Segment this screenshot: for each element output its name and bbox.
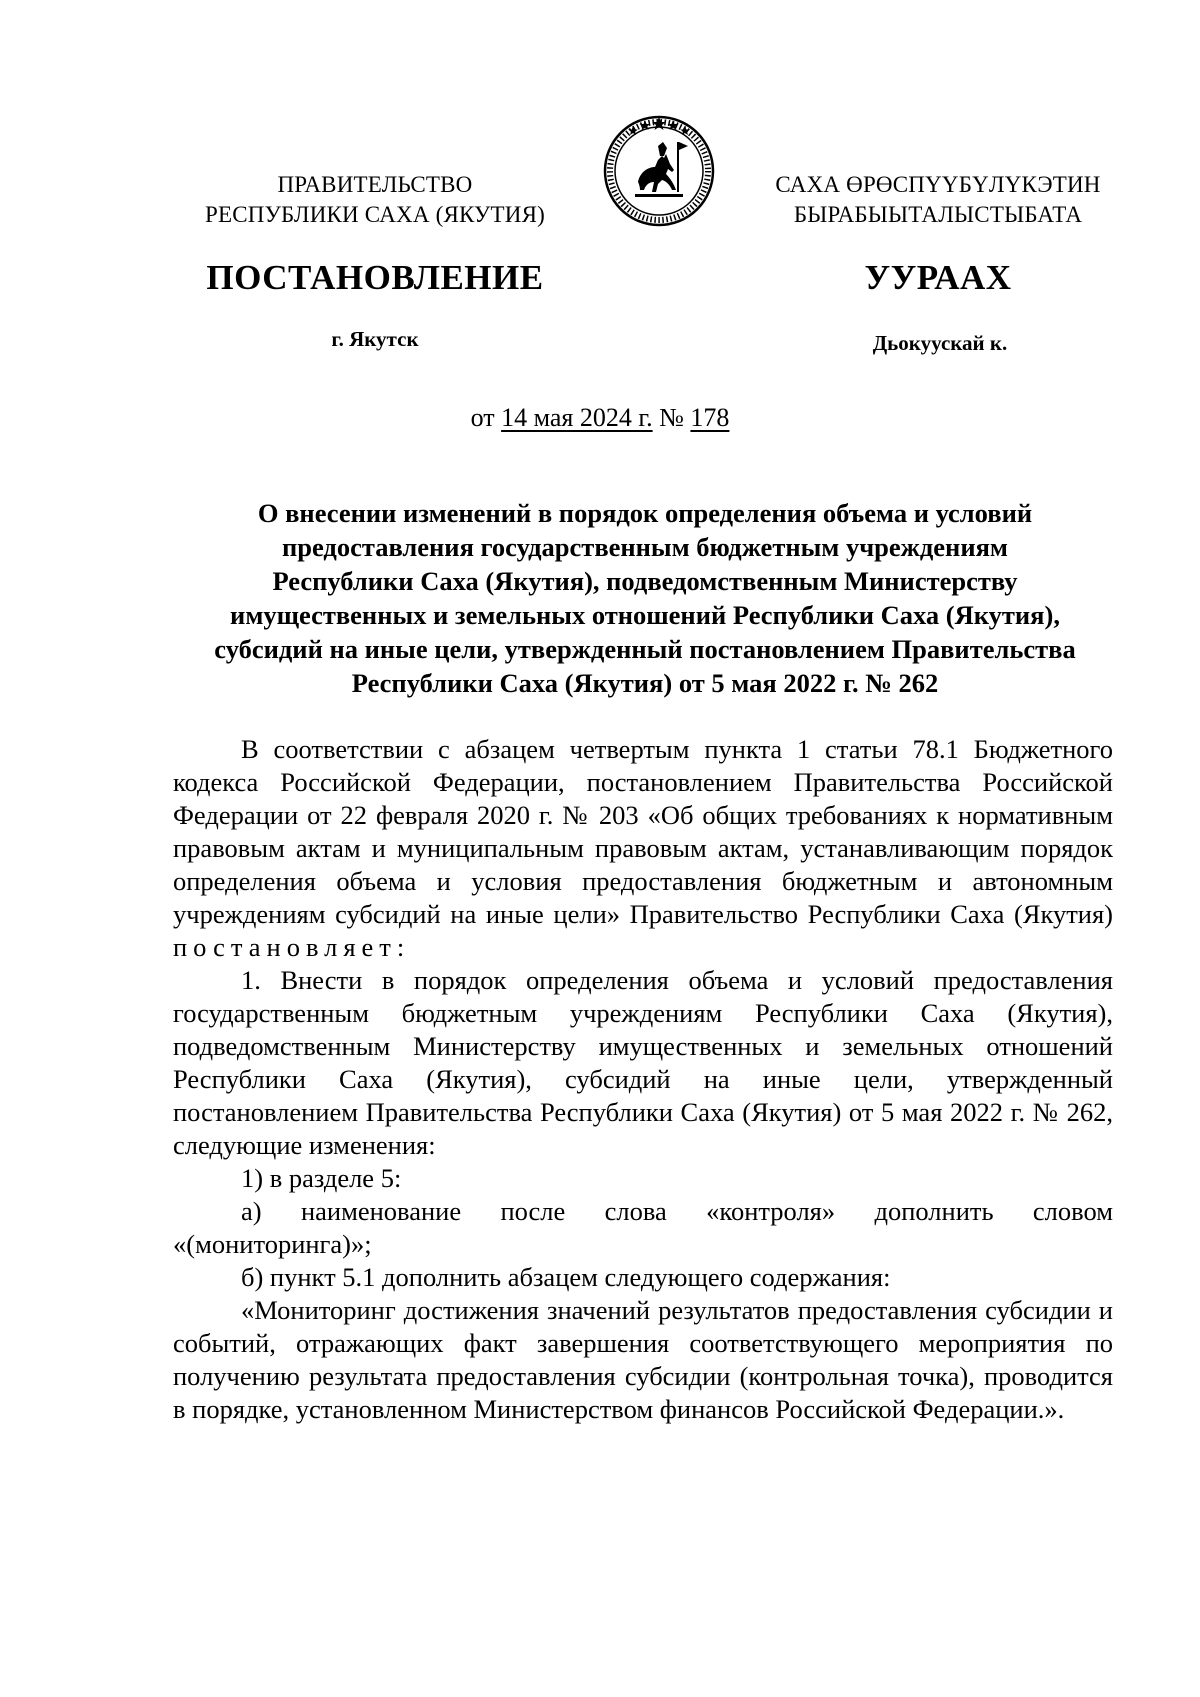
date-prefix: от	[470, 403, 502, 432]
header-right	[748, 170, 1128, 230]
subject-line: Республики Саха (Якутия) от 5 мая 2022 г. № 262	[351, 668, 939, 698]
header-left	[180, 170, 570, 230]
subject-line: Республики Саха (Якутия), подведомственным Министерству	[272, 566, 1018, 596]
body-paragraph-b: б) пункт 5.1 дополнить абзацем следующего содержания:	[241, 1262, 891, 1292]
doc-type-left: ПОСТАНОВЛЕНИЕ	[206, 258, 544, 297]
resolves-word: постановляет:	[173, 932, 411, 962]
number-label: №	[652, 403, 691, 432]
header-right-line2: БЫРАБЫЫТАЛЫСТЫБАТА	[793, 202, 1083, 227]
body-paragraph-1-1: 1) в разделе 5:	[241, 1163, 402, 1193]
subject-line: предоставления государственным бюджетным учреждениям	[282, 532, 1008, 562]
body-paragraph-quote: «Мониторинг достижения значений результатов предоставления субсидии и событий, отражающих факт завершения соответствующего мероприятия по получению результата предоставления субсидии (контрольная точка), проводится в порядке, установленном Министерством финансов Российской Федерации.».	[173, 1295, 1113, 1424]
subject-line: О внесении изменений в порядок определения объема и условий	[257, 498, 1033, 528]
coat-of-arms-emblem	[600, 112, 718, 230]
document-subject	[165, 496, 1125, 700]
doc-type-right: УУРААХ	[864, 258, 1012, 297]
preamble-text: В соответствии с абзацем четвертым пункта 1 статьи 78.1 Бюджетного кодекса Российской Федерации, постановлением Правительства Российской Федерации от 22 февраля 2020 г. № 203 «Об общих требованиях к нормативным правовым актам и муниципальным правовым актам, устанавливающим порядок определения объема и условия предоставления бюджетным и автономным учреждениям субсидий на иные цели» Правительство Республики Саха (Якутия)	[173, 734, 1113, 929]
emblem-icon	[600, 112, 718, 230]
subject-line: имущественных и земельных отношений Республики Саха (Якутия),	[230, 600, 1060, 630]
body-paragraph-a: а) наименование после слова «контроля» дополнить словом «(мониторинга)»;	[173, 1196, 1113, 1259]
header-left-line2: РЕСПУБЛИКИ САХА (ЯКУТИЯ)	[204, 202, 546, 227]
document-number: 178	[690, 403, 730, 432]
document-date: 14 мая 2024 г.	[501, 403, 653, 432]
body-paragraph-preamble	[173, 733, 1113, 964]
body-paragraph-1: 1. Внести в порядок определения объема и условий предоставления государственным бюджетным учреждениям Республики Саха (Якутия), подведомственным Министерству имущественных и земельных отношений Республики Саха (Якутия), субсидий на иные цели, утвержденный постановлением Правительства Республики Саха (Якутия) от 5 мая 2022 г. № 262, следующие изменения:	[173, 965, 1113, 1160]
document-body	[173, 733, 1113, 1426]
city-right: Дьокуускай к.	[872, 331, 1008, 355]
subject-line: субсидий на иные цели, утвержденный постановлением Правительства	[214, 634, 1076, 664]
header-left-line1: ПРАВИТЕЛЬСТВО	[277, 172, 473, 197]
city-left: г. Якутск	[331, 327, 419, 351]
document-date-number	[0, 402, 1200, 434]
header-right-line1: САХА ӨРӨСПҮҮБҮЛҮКЭТИН	[775, 172, 1101, 197]
